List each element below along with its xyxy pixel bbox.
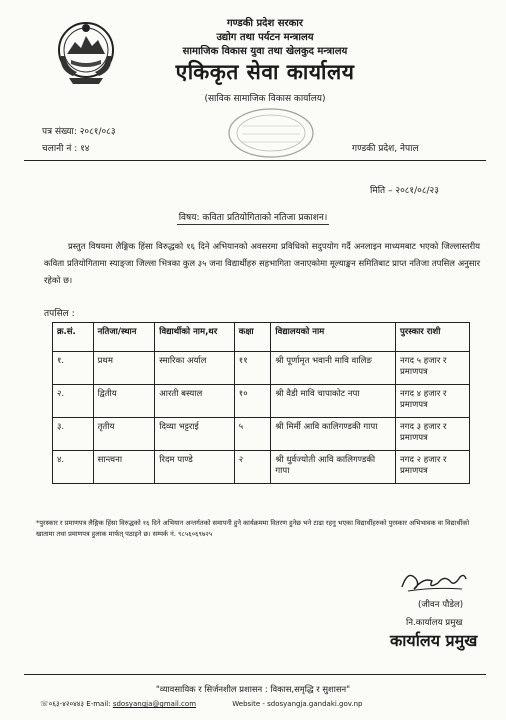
cell-serial: ३. <box>53 418 94 451</box>
col-serial: क्र.सं. <box>53 323 94 352</box>
dispatch-number: चलानी नं : १४ <box>42 144 90 154</box>
col-prize: पुरस्कार राशी <box>395 323 469 352</box>
cell-student-name: रिदम पाण्डे <box>155 451 235 484</box>
cell-prize: नगद ४ हजार र प्रमाणपत्र <box>395 385 469 418</box>
results-table <box>52 322 470 484</box>
cell-class: ५ <box>234 418 271 451</box>
footer-slogan: "व्यावसायिक र सिर्जनशील प्रशासन : विकास,समृद्धि र सुशासन" <box>155 684 351 694</box>
office-seal-stamp <box>216 104 326 162</box>
govt-name: गण्डकी प्रदेश सरकार <box>227 18 303 29</box>
cell-student-name: आरती बस्याल <box>155 385 235 418</box>
body-paragraph: प्रस्तुत विषयमा लैङ्गिक हिंसा विरुद्धको १६ दिने अभियानको अवसरमा प्रविधिको सदुपयोग गर्दै अनलाइन माध्यमबाट भएको जिल्लास्तरीय कविता प्रतियोगितामा स्याङ्जा जिल्ला भित्रका कुल ३५ जना विद्यार्थीहरु सहभागिता जनाएकोमा मूल्याङ्कन समितिबाट प्राप्त नतिजा तपसिल अनुसार रहेको छ। <box>44 241 480 286</box>
cell-position: द्वितीय <box>93 385 155 418</box>
table-header-row <box>53 323 470 352</box>
cell-class: २ <box>234 451 271 484</box>
col-school: विद्यालयको नाम <box>271 323 396 352</box>
former-office: (साविक सामाजिक विकास कार्यालय) <box>204 94 326 104</box>
cell-school: श्री धुर्वज्योती आवि कालिगण्डकी गापा <box>271 451 396 484</box>
cell-school: श्री मिर्मी आवि कालिगण्डकी गापा <box>271 418 396 451</box>
footnote: *पुरस्कार र प्रमाणपत्र लैङ्गिक हिंसा विरुद्धको १६ दिने अभियान अन्तर्गतको समापनी हुने कार्यक्रममा वितरण हुनेछ भने टाढा रहनु भएका विद्यार्थीहरुको पुरस्कार अभिभावक वा विद्यार्थीको खातामा तथा प्रमाणपत्र हुलाक मार्फत् पठाइने छ। सम्पर्क नं. ९८५६०६९७२५ <box>36 519 470 538</box>
letter-date: मिति – २०८१/०८/२३ <box>370 186 439 196</box>
footer-divider <box>24 674 486 675</box>
cell-position: सान्त्वना <box>93 451 155 484</box>
header-divider <box>24 160 486 161</box>
cell-school: श्री पूर्णामृत भवानी मावि वालिङ <box>271 352 396 385</box>
signatory-name: (जीवन पौडेल) <box>418 600 464 610</box>
email-link[interactable]: sdosyangja@gmail.com <box>112 700 197 708</box>
subject-text: विषय: कविता प्रतियोगिताको नतिजा प्रकाशन। <box>178 213 328 223</box>
signatory-stamp: कार्यालय प्रमुख <box>390 631 478 650</box>
ministry-1: उद्योग तथा पर्यटन मन्त्रालय <box>216 32 314 43</box>
col-class: कक्षा <box>234 323 271 352</box>
office-address: गण्डकी प्रदेश, नेपाल <box>352 144 419 154</box>
col-position: नतिजा/स्थान <box>93 323 155 352</box>
signatory-title: नि.कार्यालय प्रमुख <box>406 618 463 628</box>
cell-position: प्रथम <box>93 352 155 385</box>
cell-prize: नगद ३ हजार र प्रमाणपत्र <box>395 418 469 451</box>
cell-serial: ४. <box>53 451 94 484</box>
cell-class: १० <box>234 385 271 418</box>
cell-school: श्री वैडी मावि चापाकोट नपा <box>271 385 396 418</box>
subject-line <box>0 210 506 223</box>
email-label: E-mail: <box>86 700 111 708</box>
details-label: तपसिल : <box>44 309 75 319</box>
cell-class: ११ <box>234 352 271 385</box>
cell-student-name: दिव्या भट्टराई <box>155 418 235 451</box>
office-name: एकिकृत सेवा कार्यालय <box>175 60 355 84</box>
cell-student-name: स्मारिका अर्याल <box>155 352 235 385</box>
cell-prize: नगद ५ हजार र प्रमाणपत्र <box>395 352 469 385</box>
cell-prize: नगद २ हजार र प्रमाणपत्र <box>395 451 469 484</box>
cell-position: तृतीय <box>93 418 155 451</box>
signature-image <box>398 565 468 597</box>
ministry-2: सामाजिक विकास युवा तथा खेलकुद मन्त्रालय <box>182 46 348 57</box>
phone-number: ☏०६३-४२०४४३ <box>40 700 85 708</box>
website-link[interactable]: Website - sdosyangja.gandaki.gov.np <box>232 700 363 708</box>
footer-contact <box>40 700 362 709</box>
table-row <box>53 352 470 385</box>
col-student-name: विद्यार्थीको नाम,थर <box>155 323 235 352</box>
cell-serial: २. <box>53 385 94 418</box>
cell-serial: १. <box>53 352 94 385</box>
letter-number: पत्र संख्या: २०८१/०८३ <box>42 127 116 137</box>
table-row <box>53 451 470 484</box>
table-row <box>53 418 470 451</box>
table-row <box>53 385 470 418</box>
